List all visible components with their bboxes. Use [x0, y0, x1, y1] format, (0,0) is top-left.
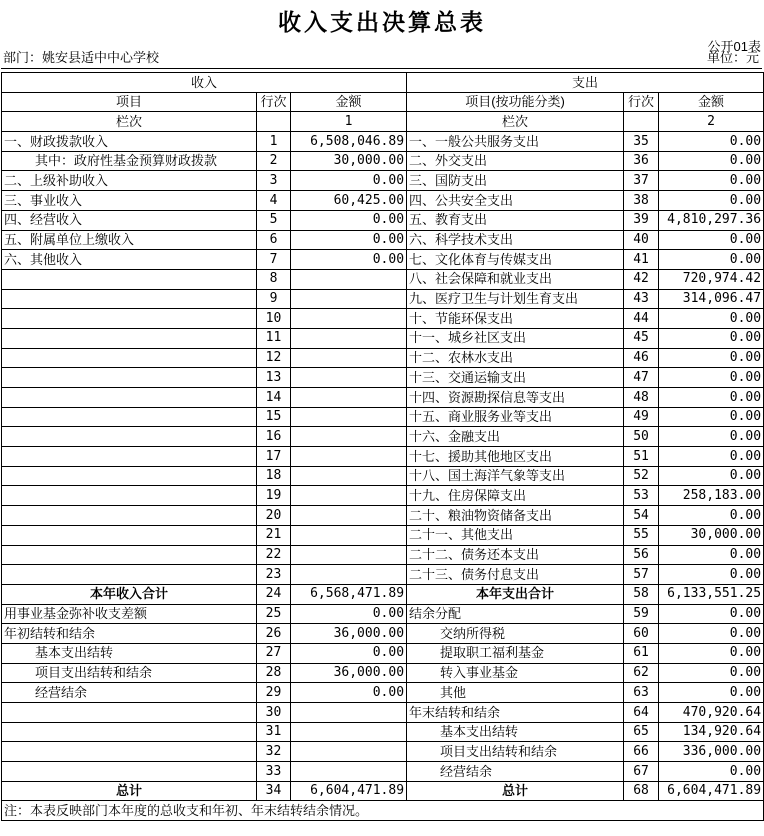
expense-line-cell: 59	[624, 604, 659, 624]
expense-item-cell: 八、社会保障和就业支出	[407, 269, 624, 289]
expense-amount-cell: 0.00	[659, 309, 764, 329]
expense-amount-cell: 0.00	[659, 151, 764, 171]
income-col-index-empty-cell	[257, 112, 291, 132]
col-header-income-line: 行次	[257, 92, 291, 112]
table-body	[2, 132, 764, 801]
expense-item-cell: 二十三、债务付息支出	[407, 565, 624, 585]
expense-amount-cell: 0.00	[659, 427, 764, 447]
income-line-cell: 33	[257, 762, 291, 782]
expense-amount-cell: 0.00	[659, 348, 764, 368]
expense-amount-cell: 0.00	[659, 388, 764, 408]
income-line-cell: 30	[257, 703, 291, 723]
table-row	[2, 584, 764, 604]
income-amount-cell	[291, 289, 407, 309]
expense-item-cell: 其他	[407, 683, 624, 703]
table-row	[2, 781, 764, 801]
expense-line-cell: 39	[624, 210, 659, 230]
expense-item-cell: 十七、援助其他地区支出	[407, 447, 624, 467]
income-line-cell: 11	[257, 328, 291, 348]
table-row	[2, 565, 764, 585]
income-line-cell: 28	[257, 663, 291, 683]
col-header-expense-line: 行次	[624, 92, 659, 112]
income-item-cell	[2, 269, 257, 289]
expense-item-cell: 十一、城乡社区支出	[407, 328, 624, 348]
expense-amount-cell: 6,133,551.25	[659, 584, 764, 604]
expense-col-number: 2	[659, 112, 764, 132]
expense-line-cell: 57	[624, 565, 659, 585]
column-index-row	[2, 112, 764, 132]
col-header-expense-item: 项目(按功能分类)	[407, 92, 624, 112]
expense-item-cell: 结余分配	[407, 604, 624, 624]
expense-item-cell: 二十、粮油物资储备支出	[407, 506, 624, 526]
expense-line-cell: 64	[624, 703, 659, 723]
expense-amount-cell: 134,920.64	[659, 722, 764, 742]
income-item-cell	[2, 447, 257, 467]
expense-item-cell: 转入事业基金	[407, 663, 624, 683]
expense-amount-cell: 314,096.47	[659, 289, 764, 309]
expense-item-cell: 年末结转和结余	[407, 703, 624, 723]
expense-amount-cell: 0.00	[659, 565, 764, 585]
income-item-cell	[2, 703, 257, 723]
expense-section-header: 支出	[407, 73, 764, 93]
income-item-cell: 二、上级补助收入	[2, 171, 257, 191]
table-row	[2, 348, 764, 368]
income-amount-cell	[291, 525, 407, 545]
table-row	[2, 683, 764, 703]
income-amount-cell	[291, 447, 407, 467]
expense-line-cell: 68	[624, 781, 659, 801]
expense-item-cell: 七、文化体育与传媒支出	[407, 250, 624, 270]
table-row	[2, 762, 764, 782]
expense-amount-cell: 0.00	[659, 368, 764, 388]
income-line-cell: 16	[257, 427, 291, 447]
table-row	[2, 171, 764, 191]
expense-item-cell: 经营结余	[407, 762, 624, 782]
income-amount-cell: 0.00	[291, 171, 407, 191]
expense-amount-cell: 0.00	[659, 624, 764, 644]
income-line-cell: 29	[257, 683, 291, 703]
income-amount-cell	[291, 565, 407, 585]
income-line-cell: 34	[257, 781, 291, 801]
income-item-cell: 用事业基金弥补收支差额	[2, 604, 257, 624]
income-amount-cell: 0.00	[291, 210, 407, 230]
income-item-cell: 总计	[2, 781, 257, 801]
col-header-income-item: 项目	[2, 92, 257, 112]
income-amount-cell: 0.00	[291, 683, 407, 703]
income-item-cell: 经营结余	[2, 683, 257, 703]
table-row	[2, 742, 764, 762]
income-item-cell	[2, 486, 257, 506]
income-item-cell	[2, 506, 257, 526]
income-line-cell: 15	[257, 407, 291, 427]
income-item-cell	[2, 289, 257, 309]
income-amount-cell	[291, 703, 407, 723]
income-item-cell: 六、其他收入	[2, 250, 257, 270]
income-line-cell: 8	[257, 269, 291, 289]
table-row	[2, 151, 764, 171]
page-title: 收入支出决算总表	[278, 10, 486, 35]
table-row	[2, 210, 764, 230]
expense-amount-cell: 0.00	[659, 683, 764, 703]
income-col-index-label: 栏次	[2, 112, 257, 132]
expense-amount-cell: 6,604,471.89	[659, 781, 764, 801]
expense-line-cell: 63	[624, 683, 659, 703]
expense-col-index-label: 栏次	[407, 112, 624, 132]
income-item-cell: 项目支出结转和结余	[2, 663, 257, 683]
expense-amount-cell: 0.00	[659, 328, 764, 348]
table-row	[2, 624, 764, 644]
table-row	[2, 506, 764, 526]
form-code: 公开01表	[707, 39, 761, 54]
summary-table	[1, 72, 764, 821]
income-col-number: 1	[291, 112, 407, 132]
expense-item-cell: 十四、资源勘探信息等支出	[407, 388, 624, 408]
table-row	[2, 230, 764, 250]
table-row	[2, 447, 764, 467]
expense-line-cell: 47	[624, 368, 659, 388]
expense-item-cell: 三、国防支出	[407, 171, 624, 191]
income-item-cell	[2, 328, 257, 348]
expense-amount-cell: 0.00	[659, 407, 764, 427]
expense-amount-cell: 470,920.64	[659, 703, 764, 723]
expense-line-cell: 46	[624, 348, 659, 368]
income-line-cell: 9	[257, 289, 291, 309]
income-line-cell: 25	[257, 604, 291, 624]
section-header-row	[2, 73, 764, 93]
income-item-cell: 三、事业收入	[2, 191, 257, 211]
income-item-cell	[2, 427, 257, 447]
expense-item-cell: 一、一般公共服务支出	[407, 132, 624, 152]
table-row	[2, 525, 764, 545]
income-line-cell: 21	[257, 525, 291, 545]
income-line-cell: 20	[257, 506, 291, 526]
income-line-cell: 27	[257, 643, 291, 663]
income-line-cell: 26	[257, 624, 291, 644]
table-row	[2, 722, 764, 742]
income-amount-cell	[291, 269, 407, 289]
income-item-cell	[2, 742, 257, 762]
expense-item-cell: 二十二、债务还本支出	[407, 545, 624, 565]
expense-amount-cell: 0.00	[659, 466, 764, 486]
table-row	[2, 191, 764, 211]
income-amount-cell	[291, 722, 407, 742]
expense-item-cell: 十九、住房保障支出	[407, 486, 624, 506]
income-amount-cell: 0.00	[291, 230, 407, 250]
expense-item-cell: 交纳所得税	[407, 624, 624, 644]
income-amount-cell	[291, 328, 407, 348]
expense-amount-cell: 0.00	[659, 171, 764, 191]
income-line-cell: 31	[257, 722, 291, 742]
income-item-cell: 四、经营收入	[2, 210, 257, 230]
income-amount-cell	[291, 368, 407, 388]
expense-col-index-empty-cell	[624, 112, 659, 132]
expense-amount-cell: 0.00	[659, 250, 764, 270]
expense-line-cell: 36	[624, 151, 659, 171]
expense-line-cell: 56	[624, 545, 659, 565]
income-line-cell: 12	[257, 348, 291, 368]
expense-item-cell: 十六、金融支出	[407, 427, 624, 447]
table-row	[2, 368, 764, 388]
expense-amount-cell: 0.00	[659, 230, 764, 250]
income-line-cell: 14	[257, 388, 291, 408]
income-item-cell	[2, 388, 257, 408]
expense-line-cell: 49	[624, 407, 659, 427]
expense-line-cell: 58	[624, 584, 659, 604]
income-item-cell: 本年收入合计	[2, 584, 257, 604]
expense-item-cell: 九、医疗卫生与计划生育支出	[407, 289, 624, 309]
expense-amount-cell: 258,183.00	[659, 486, 764, 506]
expense-item-cell: 四、公共安全支出	[407, 191, 624, 211]
expense-line-cell: 53	[624, 486, 659, 506]
income-amount-cell: 60,425.00	[291, 191, 407, 211]
income-line-cell: 13	[257, 368, 291, 388]
expense-item-cell: 十二、农林水支出	[407, 348, 624, 368]
income-amount-cell	[291, 309, 407, 329]
income-line-cell: 22	[257, 545, 291, 565]
expense-amount-cell: 0.00	[659, 506, 764, 526]
income-line-cell: 3	[257, 171, 291, 191]
income-line-cell: 6	[257, 230, 291, 250]
col-header-expense-amount: 金额	[659, 92, 764, 112]
expense-amount-cell: 0.00	[659, 132, 764, 152]
income-item-cell: 其中：政府性基金预算财政拨款	[2, 151, 257, 171]
income-line-cell: 2	[257, 151, 291, 171]
income-amount-cell: 0.00	[291, 250, 407, 270]
income-amount-cell	[291, 486, 407, 506]
table-row	[2, 427, 764, 447]
income-amount-cell	[291, 545, 407, 565]
expense-item-cell: 六、科学技术支出	[407, 230, 624, 250]
expense-item-cell: 十三、交通运输支出	[407, 368, 624, 388]
expense-item-cell: 总计	[407, 781, 624, 801]
income-item-cell	[2, 407, 257, 427]
table-row	[2, 703, 764, 723]
expense-line-cell: 65	[624, 722, 659, 742]
income-item-cell: 年初结转和结余	[2, 624, 257, 644]
income-line-cell: 17	[257, 447, 291, 467]
income-amount-cell: 0.00	[291, 643, 407, 663]
note-row	[2, 801, 764, 821]
income-line-cell: 1	[257, 132, 291, 152]
expense-line-cell: 43	[624, 289, 659, 309]
income-amount-cell: 6,604,471.89	[291, 781, 407, 801]
table-row	[2, 328, 764, 348]
income-section-header: 收入	[2, 73, 407, 93]
table-row	[2, 663, 764, 683]
expense-amount-cell: 0.00	[659, 762, 764, 782]
expense-line-cell: 61	[624, 643, 659, 663]
income-line-cell: 24	[257, 584, 291, 604]
expense-item-cell: 基本支出结转	[407, 722, 624, 742]
income-item-cell: 基本支出结转	[2, 643, 257, 663]
expense-amount-cell: 0.00	[659, 663, 764, 683]
income-amount-cell: 36,000.00	[291, 663, 407, 683]
expense-amount-cell: 30,000.00	[659, 525, 764, 545]
income-item-cell: 五、附属单位上缴收入	[2, 230, 257, 250]
table-row	[2, 466, 764, 486]
income-line-cell: 23	[257, 565, 291, 585]
department-label: 部门：姚安县适中中心学校	[3, 50, 160, 65]
expense-line-cell: 66	[624, 742, 659, 762]
expense-line-cell: 62	[624, 663, 659, 683]
expense-line-cell: 67	[624, 762, 659, 782]
expense-line-cell: 41	[624, 250, 659, 270]
expense-line-cell: 38	[624, 191, 659, 211]
expense-line-cell: 52	[624, 466, 659, 486]
income-line-cell: 19	[257, 486, 291, 506]
table-row	[2, 545, 764, 565]
table-note: 注：本表反映部门本年度的总收支和年初、年末结转结余情况。	[2, 801, 764, 821]
income-line-cell: 18	[257, 466, 291, 486]
expense-amount-cell: 720,974.42	[659, 269, 764, 289]
expense-line-cell: 60	[624, 624, 659, 644]
expense-item-cell: 提取职工福利基金	[407, 643, 624, 663]
table-row	[2, 132, 764, 152]
expense-line-cell: 37	[624, 171, 659, 191]
income-amount-cell	[291, 506, 407, 526]
income-item-cell	[2, 368, 257, 388]
income-item-cell	[2, 722, 257, 742]
expense-line-cell: 51	[624, 447, 659, 467]
expense-amount-cell: 0.00	[659, 604, 764, 624]
meta-row	[1, 50, 762, 69]
income-amount-cell: 30,000.00	[291, 151, 407, 171]
expense-line-cell: 54	[624, 506, 659, 526]
income-amount-cell: 6,568,471.89	[291, 584, 407, 604]
expense-line-cell: 40	[624, 230, 659, 250]
table-row	[2, 309, 764, 329]
expense-line-cell: 55	[624, 525, 659, 545]
income-line-cell: 7	[257, 250, 291, 270]
income-amount-cell	[291, 348, 407, 368]
income-item-cell	[2, 545, 257, 565]
income-item-cell	[2, 762, 257, 782]
income-item-cell	[2, 309, 257, 329]
expense-item-cell: 十五、商业服务业等支出	[407, 407, 624, 427]
table-row	[2, 643, 764, 663]
unit-label: 单位：元	[706, 50, 759, 65]
income-item-cell	[2, 565, 257, 585]
income-amount-cell: 0.00	[291, 604, 407, 624]
expense-amount-cell: 336,000.00	[659, 742, 764, 762]
expense-item-cell: 五、教育支出	[407, 210, 624, 230]
income-item-cell: 一、财政拨款收入	[2, 132, 257, 152]
expense-item-cell: 二十一、其他支出	[407, 525, 624, 545]
expense-line-cell: 48	[624, 388, 659, 408]
expense-line-cell: 44	[624, 309, 659, 329]
col-header-income-amount: 金额	[291, 92, 407, 112]
expense-amount-cell: 0.00	[659, 191, 764, 211]
table-row	[2, 289, 764, 309]
table-row	[2, 388, 764, 408]
income-amount-cell	[291, 407, 407, 427]
expense-item-cell: 本年支出合计	[407, 584, 624, 604]
income-amount-cell: 6,508,046.89	[291, 132, 407, 152]
expense-amount-cell: 0.00	[659, 643, 764, 663]
table-row	[2, 250, 764, 270]
expense-line-cell: 42	[624, 269, 659, 289]
column-header-row	[2, 92, 764, 112]
expense-item-cell: 项目支出结转和结余	[407, 742, 624, 762]
income-line-cell: 10	[257, 309, 291, 329]
table-row	[2, 486, 764, 506]
income-line-cell: 4	[257, 191, 291, 211]
income-amount-cell	[291, 427, 407, 447]
income-line-cell: 32	[257, 742, 291, 762]
table-row	[2, 269, 764, 289]
income-amount-cell	[291, 388, 407, 408]
income-amount-cell	[291, 742, 407, 762]
income-item-cell	[2, 525, 257, 545]
expense-line-cell: 50	[624, 427, 659, 447]
expense-line-cell: 45	[624, 328, 659, 348]
income-line-cell: 5	[257, 210, 291, 230]
expense-item-cell: 十、节能环保支出	[407, 309, 624, 329]
expense-item-cell: 二、外交支出	[407, 151, 624, 171]
expense-item-cell: 十八、国土海洋气象等支出	[407, 466, 624, 486]
expense-line-cell: 35	[624, 132, 659, 152]
income-amount-cell	[291, 466, 407, 486]
income-item-cell	[2, 348, 257, 368]
table-row	[2, 604, 764, 624]
expense-amount-cell: 4,810,297.36	[659, 210, 764, 230]
table-row	[2, 407, 764, 427]
income-amount-cell	[291, 762, 407, 782]
expense-amount-cell: 0.00	[659, 447, 764, 467]
expense-amount-cell: 0.00	[659, 545, 764, 565]
income-item-cell	[2, 466, 257, 486]
income-amount-cell: 36,000.00	[291, 624, 407, 644]
